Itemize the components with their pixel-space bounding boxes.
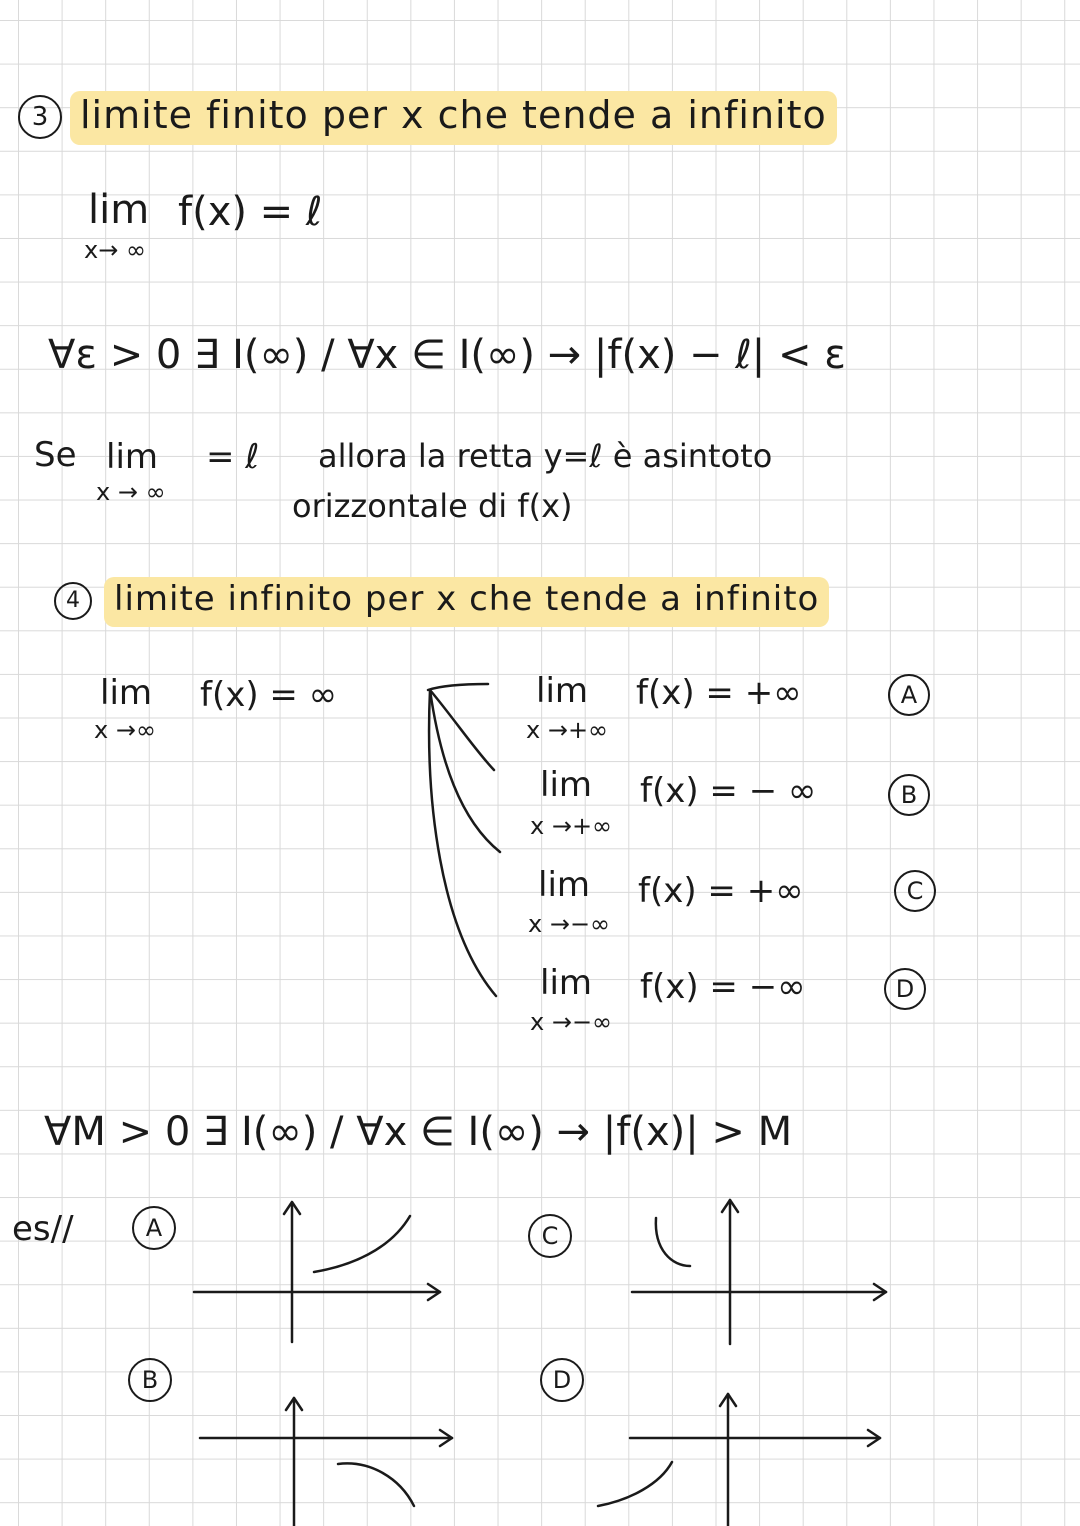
graph-d bbox=[598, 1394, 880, 1526]
graph-c-curve bbox=[656, 1218, 690, 1266]
section-3-remark-lim: lim bbox=[106, 437, 159, 477]
graph-a bbox=[194, 1202, 440, 1342]
section-4-title: limite infinito per x che tende a infinito bbox=[104, 582, 829, 616]
section-3-lim-rest: f(x) = ℓ bbox=[178, 189, 323, 235]
section-3-remark-prefix: Se bbox=[34, 435, 77, 475]
case-c-lim: lim bbox=[538, 865, 591, 905]
case-a-tag: A bbox=[888, 674, 930, 716]
section-4-number: 4 bbox=[54, 582, 92, 620]
section-3-title: limite finito per x che tende a infinito bbox=[70, 96, 837, 134]
section-4-lim-rest: f(x) = ∞ bbox=[200, 675, 338, 715]
case-c-sub: x →−∞ bbox=[528, 910, 611, 938]
case-a-rest: f(x) = +∞ bbox=[636, 673, 802, 713]
case-d-tag: D bbox=[884, 968, 926, 1010]
graph-c bbox=[632, 1200, 886, 1344]
section-3-remark-line2: orizzontale di f(x) bbox=[292, 487, 573, 525]
section-3-remark-sub: x → ∞ bbox=[96, 478, 166, 506]
case-a-sub: x →+∞ bbox=[526, 716, 609, 744]
case-b-lim: lim bbox=[540, 765, 593, 805]
case-c-tag: C bbox=[894, 870, 936, 912]
examples-label: es// bbox=[12, 1209, 74, 1249]
section-4-lim: lim bbox=[100, 673, 153, 713]
case-d-lim: lim bbox=[540, 963, 593, 1003]
section-3-definition: ∀ε > 0 ∃ I(∞) / ∀x ∈ I(∞) → |f(x) − ℓ| < ε bbox=[48, 332, 846, 378]
case-c-rest: f(x) = +∞ bbox=[638, 871, 804, 911]
case-d-sub: x →−∞ bbox=[530, 1008, 613, 1036]
case-b-sub: x →+∞ bbox=[530, 812, 613, 840]
case-d-rest: f(x) = −∞ bbox=[640, 967, 806, 1007]
example-d-tag: D bbox=[540, 1358, 584, 1402]
section-4-lim-sub: x →∞ bbox=[94, 716, 156, 744]
case-a-lim: lim bbox=[536, 671, 589, 711]
case-branch-brace bbox=[428, 684, 500, 996]
graph-a-curve bbox=[314, 1216, 410, 1272]
section-3-remark-line1: allora la retta y=ℓ è asintoto bbox=[318, 437, 773, 475]
section-3-lim-sub: x→ ∞ bbox=[84, 236, 146, 264]
example-b-tag: B bbox=[128, 1358, 172, 1402]
section-3-lim: lim bbox=[88, 187, 150, 233]
graph-b-curve bbox=[338, 1463, 414, 1506]
graph-b bbox=[200, 1398, 452, 1526]
graph-d-curve bbox=[598, 1462, 672, 1506]
example-c-tag: C bbox=[528, 1214, 572, 1258]
section-4-definition: ∀M > 0 ∃ I(∞) / ∀x ∈ I(∞) → |f(x)| > M bbox=[44, 1109, 793, 1155]
case-b-tag: B bbox=[888, 774, 930, 816]
section-3-remark-eq: = ℓ bbox=[206, 437, 260, 477]
case-b-rest: f(x) = − ∞ bbox=[640, 771, 817, 811]
section-3-number: 3 bbox=[18, 95, 62, 139]
example-a-tag: A bbox=[132, 1206, 176, 1250]
